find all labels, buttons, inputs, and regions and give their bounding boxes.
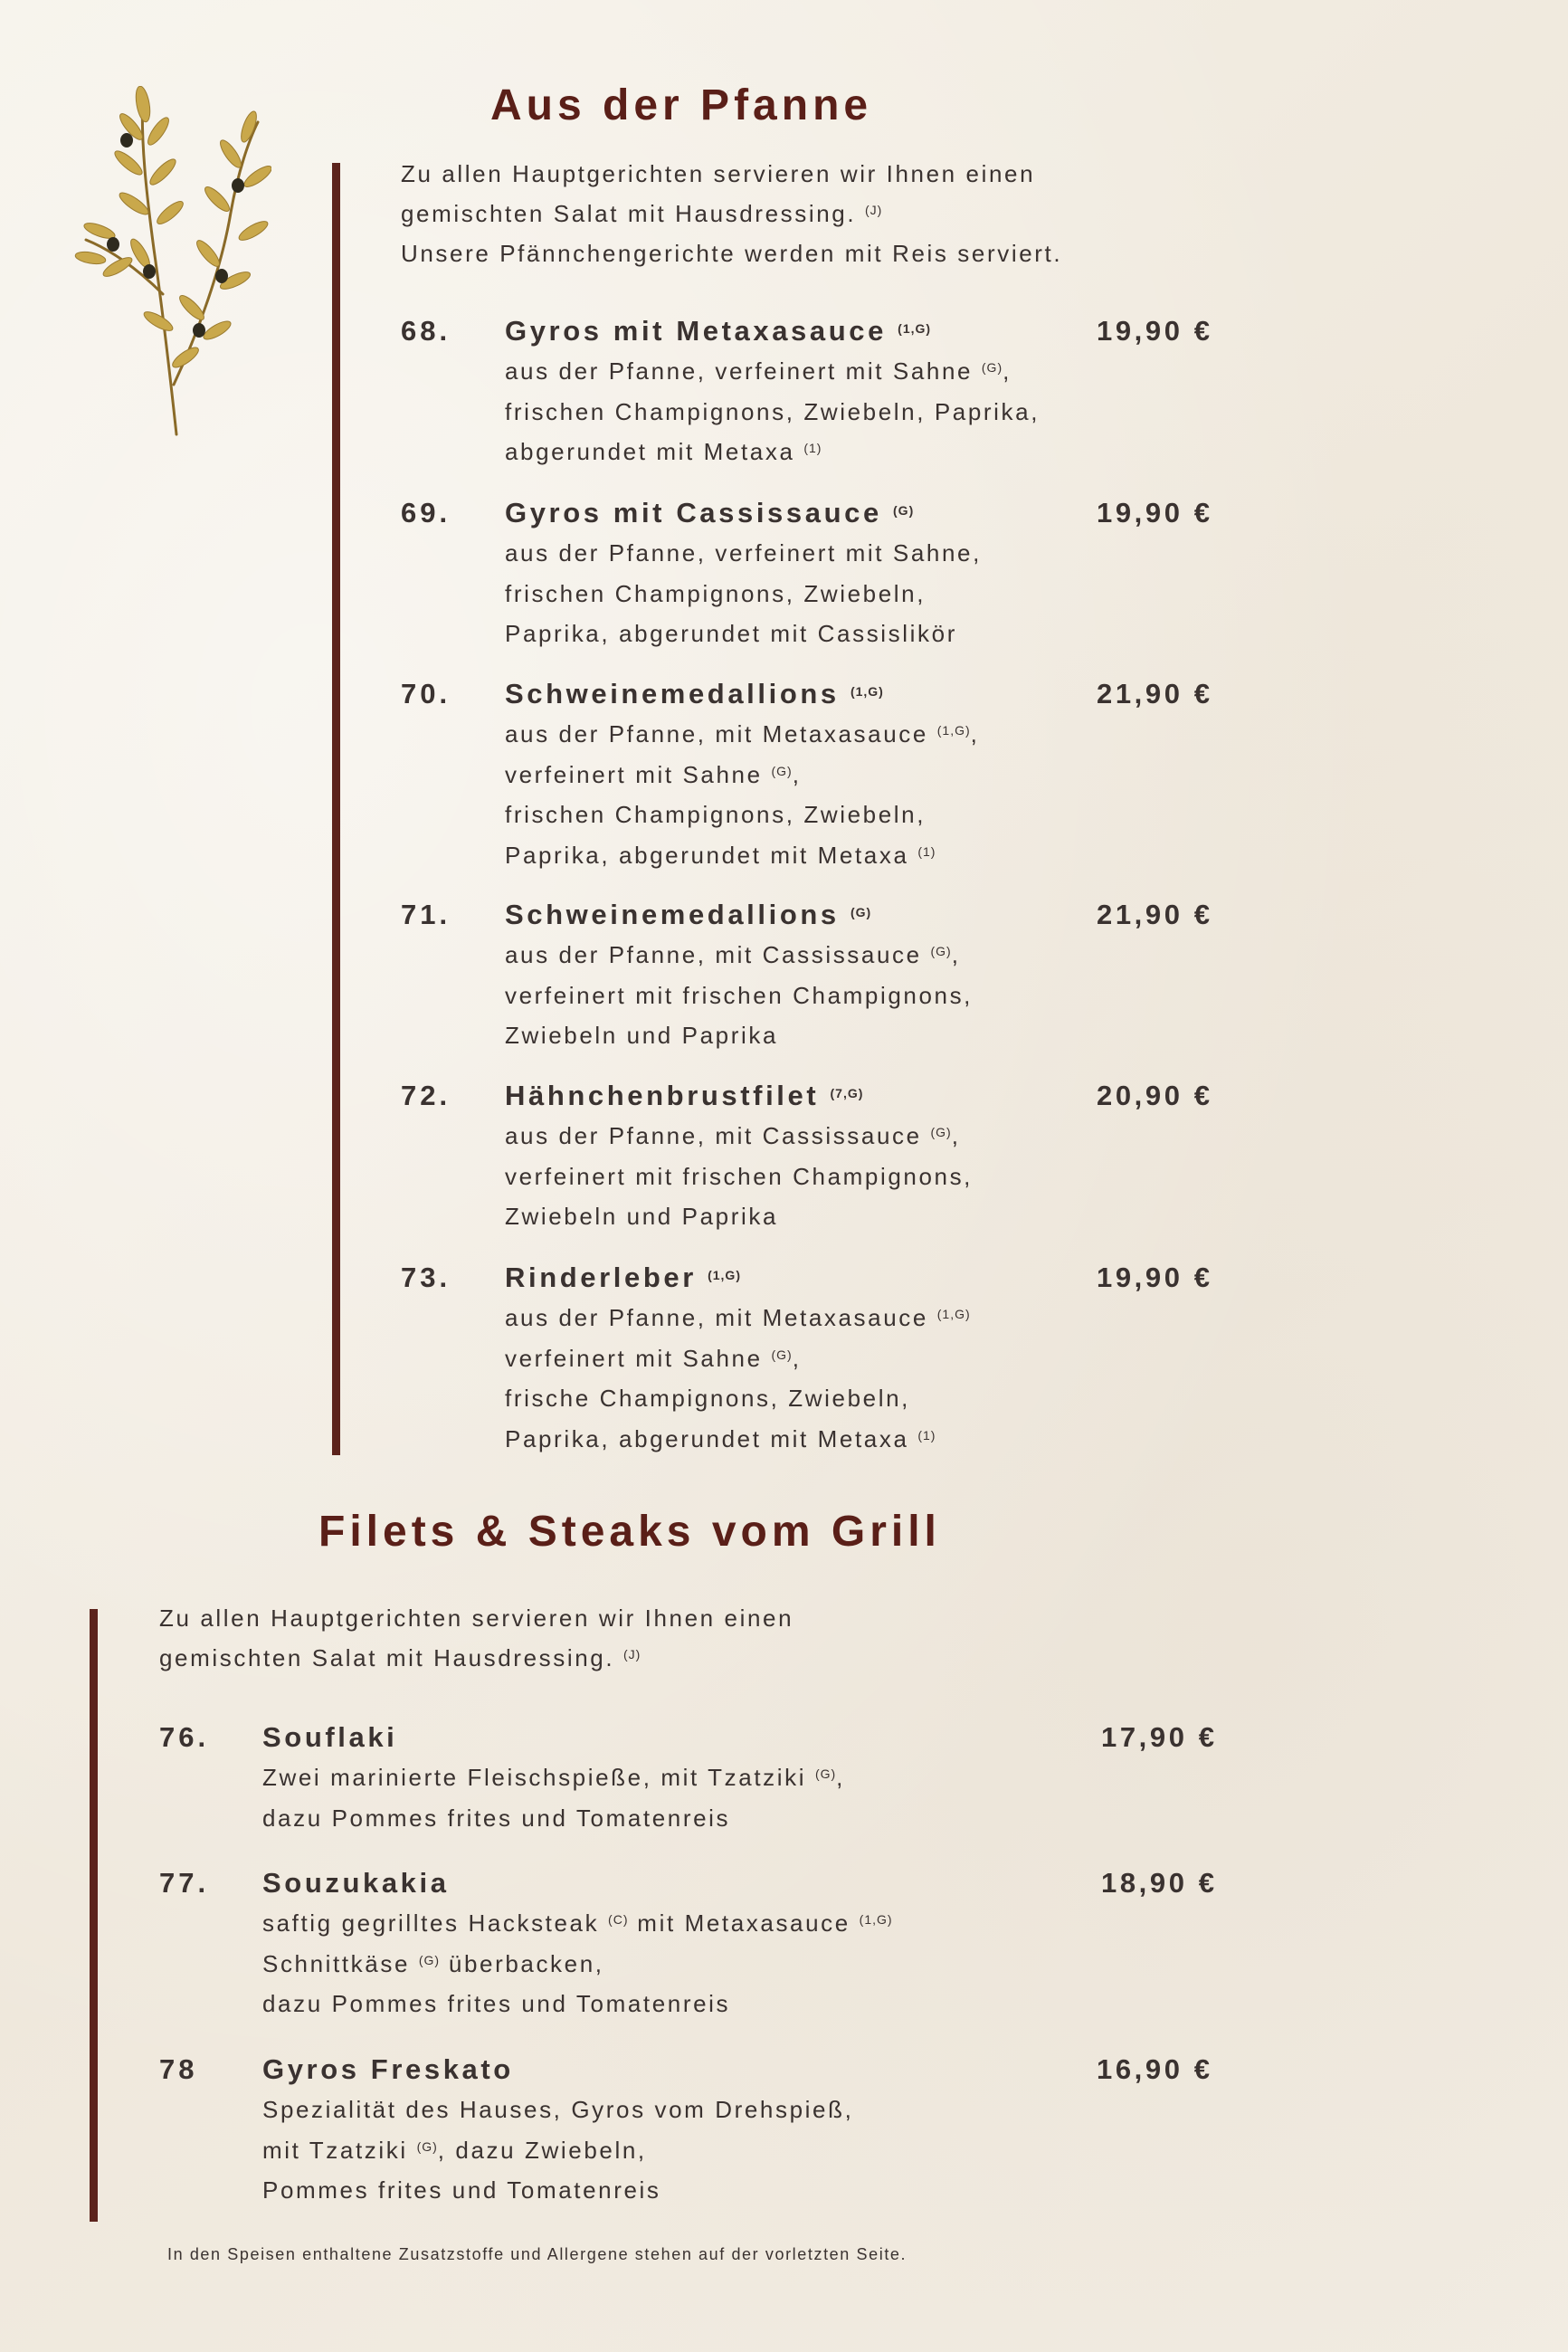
item-price: 20,90 € — [1097, 1080, 1213, 1111]
item-name: Souflaki — [262, 1721, 398, 1753]
item-number: 71. — [401, 899, 451, 930]
item-price: 19,90 € — [1097, 315, 1213, 347]
item-number: 68. — [401, 315, 451, 347]
item-price: 19,90 € — [1097, 497, 1213, 528]
section-title-filets-steaks: Filets & Steaks vom Grill — [318, 1508, 941, 1556]
item-price: 16,90 € — [1097, 2053, 1213, 2085]
allergen-code: (J) — [622, 1647, 641, 1662]
item-description: aus der Pfanne, verfeinert mit Sahne, frischen Champignons, Zwiebeln, Paprika, abgerundet mit Cassislikör — [505, 539, 982, 647]
item-name: Gyros mit Metaxasauce $^{(1,G)}$ — [505, 315, 932, 347]
item-price: 21,90 € — [1097, 899, 1213, 930]
item-number: 70. — [401, 678, 451, 709]
intro-line: gemischten Salat mit Hausdressing. $^{(J)}$ — [159, 1644, 641, 1671]
allergen-code: (1,G) — [850, 684, 884, 699]
item-number: 78 — [159, 2053, 198, 2085]
section-title-aus-der-pfanne: Aus der Pfanne — [490, 81, 873, 129]
intro-line: gemischten Salat mit Hausdressing. $^{(J)}$ — [401, 200, 883, 227]
section-2-intro — [159, 1598, 794, 1678]
allergen-code: (G) — [893, 503, 915, 518]
item-price: 18,90 € — [1101, 1867, 1218, 1899]
item-name: Rinderleber $^{(1,G)}$ — [505, 1262, 741, 1293]
item-price: 17,90 € — [1101, 1721, 1218, 1753]
allergen-footnote: In den Speisen enthaltene Zusatzstoffe und Allergene stehen auf der vorletzten Seite. — [167, 2245, 908, 2263]
intro-line: Zu allen Hauptgerichten servieren wir Ihnen einen — [401, 160, 1036, 187]
allergen-code: (1,G) — [898, 321, 932, 336]
item-number: 72. — [401, 1080, 451, 1111]
section-1-accent-bar — [332, 163, 340, 1455]
item-description: Spezialität des Hauses, Gyros vom Drehspieß, mit Tzatziki $^{(G)}$, dazu Zwiebeln, Pommes frites und Tomatenreis — [262, 2096, 854, 2204]
allergen-code: (G) — [850, 905, 872, 919]
item-name: Hähnchenbrustfilet $^{(7,G)}$ — [505, 1080, 864, 1111]
item-price: 21,90 € — [1097, 678, 1213, 709]
item-description: aus der Pfanne, mit Metaxasauce $^{(1,G)}$ verfeinert mit Sahne $^{(G)}$, frische Champignons, Zwiebeln, Paprika, abgerundet mit Metaxa $^{(1)}$ — [505, 1304, 971, 1452]
item-name: Schweinemedallions $^{(1,G)}$ — [505, 678, 884, 709]
item-name: Gyros mit Cassissauce $^{(G)}$ — [505, 497, 915, 528]
item-description: aus der Pfanne, mit Cassissauce $^{(G)}$, verfeinert mit frischen Champignons, Zwiebeln und Paprika — [505, 1122, 974, 1230]
olive-branch-icon — [72, 86, 271, 439]
section-1-intro — [401, 154, 1062, 273]
item-description: Zwei marinierte Fleischspieße, mit Tzatziki $^{(G)}$, dazu Pommes frites und Tomatenreis — [262, 1764, 845, 1832]
item-name: Schweinemedallions $^{(G)}$ — [505, 899, 872, 930]
item-name: Gyros Freskato — [262, 2053, 514, 2085]
item-number: 69. — [401, 497, 451, 528]
intro-line: Zu allen Hauptgerichten servieren wir Ihnen einen — [159, 1605, 794, 1632]
item-number: 73. — [401, 1262, 451, 1293]
allergen-code: (7,G) — [830, 1086, 864, 1100]
item-number: 76. — [159, 1721, 210, 1753]
item-description: aus der Pfanne, verfeinert mit Sahne $^{(G)}$, frischen Champignons, Zwiebeln, Paprika, abgerundet mit Metaxa $^{(1)}$ — [505, 357, 1041, 465]
allergen-code: (J) — [864, 203, 883, 217]
item-name: Souzukakia — [262, 1867, 450, 1899]
item-number: 77. — [159, 1867, 210, 1899]
item-description: saftig gegrilltes Hacksteak $^{(C)}$ mit Metaxasauce $^{(1,G)}$ Schnittkäse $^{(G)}$ überbacken, dazu Pommes frites und Tomatenreis — [262, 1909, 893, 2017]
item-description: aus der Pfanne, mit Cassissauce $^{(G)}$, verfeinert mit frischen Champignons, Zwiebeln und Paprika — [505, 941, 974, 1049]
intro-line: Unsere Pfännchengerichte werden mit Reis serviert. — [401, 240, 1063, 267]
item-price: 19,90 € — [1097, 1262, 1213, 1293]
section-2-accent-bar — [90, 1609, 98, 2222]
item-description: aus der Pfanne, mit Metaxasauce $^{(1,G)}$, verfeinert mit Sahne $^{(G)}$, frischen Champignons, Zwiebeln, Paprika, abgerundet mit Metaxa $^{(1)}$ — [505, 720, 980, 869]
allergen-code: (1,G) — [708, 1268, 741, 1282]
